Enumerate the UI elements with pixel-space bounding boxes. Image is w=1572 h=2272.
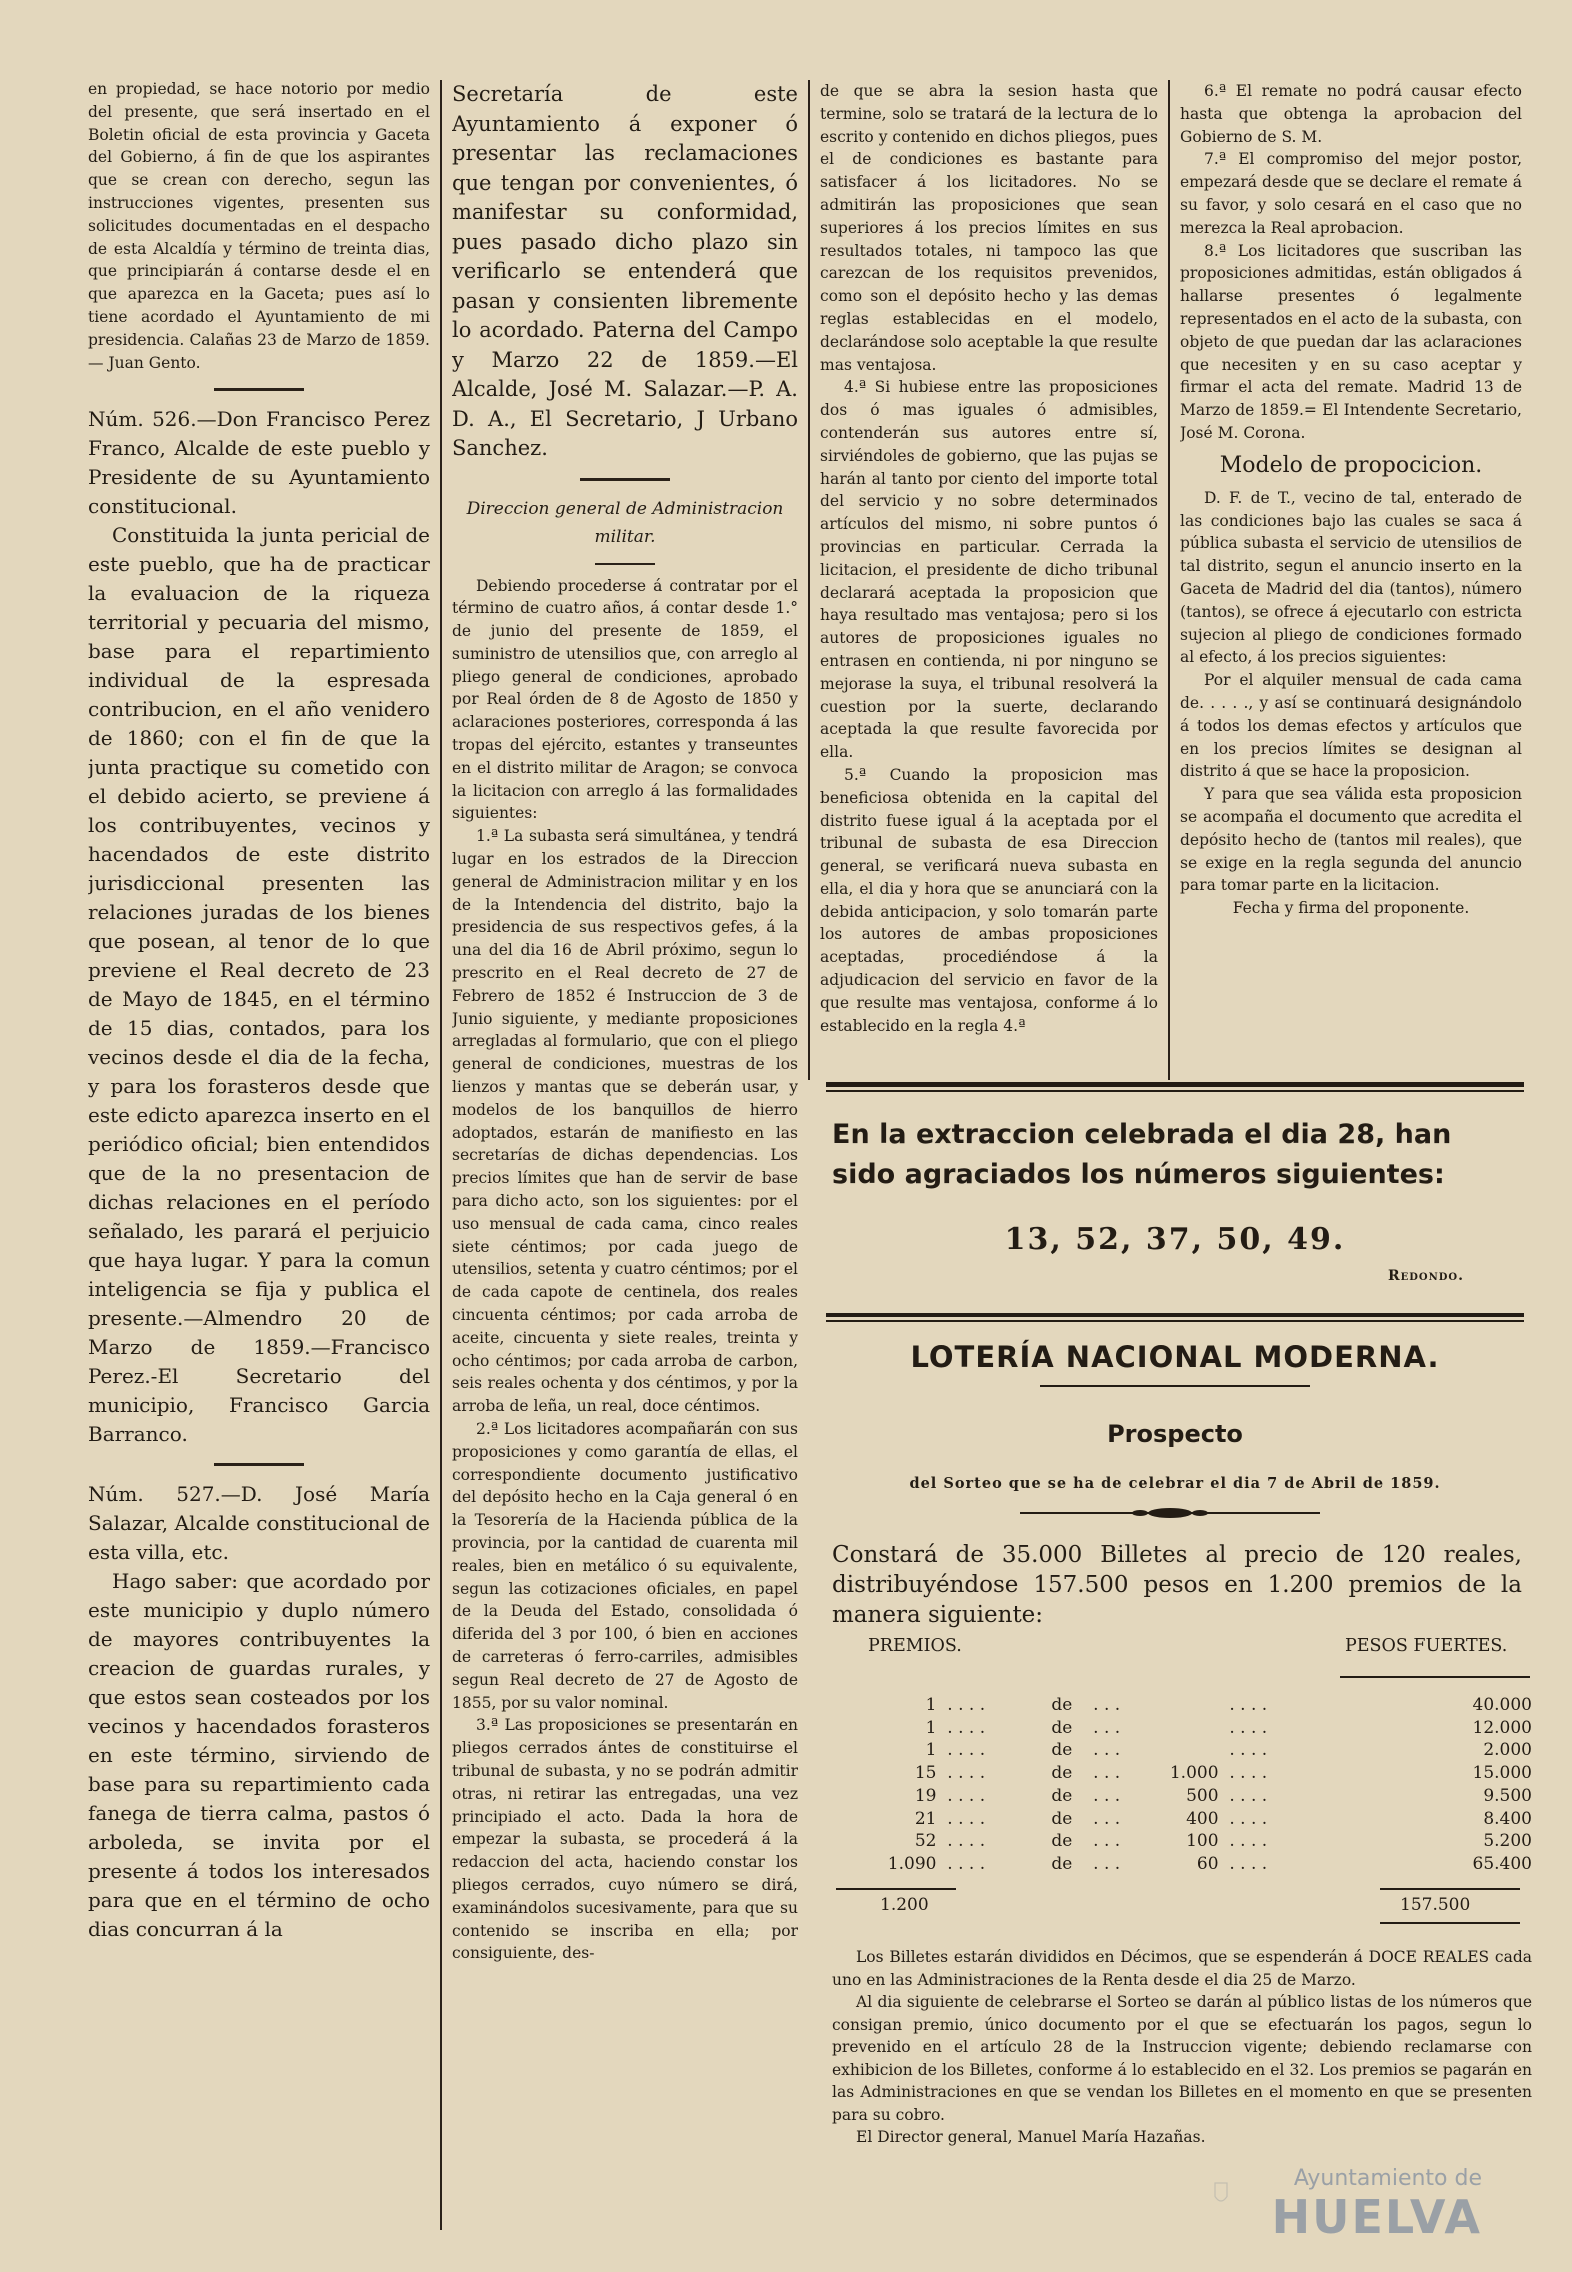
prospectus-subtitle: Prospecto (1107, 1420, 1243, 1448)
column-rule (440, 80, 442, 2230)
dot-leader: . . . (1093, 1785, 1121, 1806)
prize-total: 65.400 (1472, 1853, 1532, 1874)
dot-leader: . . . . (936, 1831, 986, 1852)
rule-6: 6.ª El remate no podrá causar efecto hasta que obtenga la aprobacion del Gobierno de S. M. (1180, 82, 1522, 146)
subasta-intro: Debiendo procederse á contratar por el término de cuatro años, á contar desde 1.° de junio del presente de 1859, el suministro de utensilios que, con arreglo al pliego general de condiciones, aprobado por Real órden de 8 de Agosto de 1850 y aclaraciones posteriores, corresponda á las tropas del ejército, estantes y transeuntes en el distrito militar de Aragon; se convoca la licitacion con arreglo á las formalidades siguientes: (452, 576, 798, 823)
prize-value: 100 (1186, 1831, 1219, 1852)
notice-527-heading: Núm. 527.—D. José María Salazar, Alcalde constitucional de esta villa, etc. (88, 1482, 430, 1565)
ornament-rule (1020, 1506, 1320, 1520)
dot-leader: . . . . (1218, 1763, 1268, 1784)
prize-row (832, 1830, 1532, 1853)
prize-row (832, 1717, 1532, 1740)
dot-leader: . . . . (936, 1853, 986, 1874)
rule-1: 1.ª La subasta será simultánea, y tendrá lugar en los estrados de la Direccion general de Administracion militar y en los de la Intendencia del distrito, bajo la presidencia de sus respectivos gefes, á la una del dia 16 de Abril próximo, segun lo prescrito en el Real decreto de 27 de Febrero de 1852 é Instruccion de 3 de Junio siguiente, y mediante proposiciones arregladas al formulario, que con el pliego general de condiciones, muestras de los lienzos y mantas que se deberán usar, y modelos de los banquillos de hierro adoptados, estarán de manifiesto en las secretarías de dichas dependencias. Los precios límites que han de servir de base para dicho acto, son los siguientes: por el uso mensual de cada cama, cinco reales siete céntimos; por cada juego de utensilios, setenta y cuatro céntimos; por el de cada capote de centinela, dos reales cincuenta céntimos; por cada arroba de aceite, cincuenta y siete reales, treinta y ocho céntimos; por cada arroba de carbon, seis reales ochenta y dos céntimos, y por la arroba de leña, un real, doce céntimos. (452, 827, 798, 1416)
separator-rule (214, 388, 304, 391)
dot-leader: . . . . (936, 1808, 986, 1829)
director-signature: El Director general, Manuel María Hazañas. (856, 2128, 1206, 2146)
model-paragraph-2: Por el alquiler mensual de cada cama de. . . . ., y así se continuará designándolo á todos los demas efectos y artículos que en los precios límites se designan al distrito á que se hace la proposicion. (1180, 671, 1522, 781)
dot-leader: . . . . (936, 1695, 986, 1715)
watermark-subtitle: Ayuntamiento de (1293, 2166, 1482, 2191)
prize-count: 15 (914, 1763, 937, 1784)
notice-527-body: Hago saber: que acordado por este municipio y duplo número de mayores contribuyentes la creacion de guardas rurales, y que estos sean costeados por los vecinos y hacendados forasteros en este término, sirviendo de base para su repartimiento cada fanega de tierra calma, pastos ó arboleda, se invita por el presente á todos los interesados para que en el término de ocho dias concurran á la (88, 1569, 430, 1942)
dot-leader: . . . . (936, 1740, 986, 1761)
prize-total: 12.000 (1472, 1717, 1532, 1738)
model-signature: Fecha y firma del proponente. (1232, 899, 1470, 918)
prize-total: 9.500 (1483, 1785, 1532, 1806)
dot-leader: . . . (1093, 1695, 1121, 1715)
double-rule (826, 1082, 1524, 1087)
rule-3: 3.ª Las proposiciones se presentarán en pliegos cerrados ántes de constituirse el tribunal de subasta, y no se podrán admitir otras, ni retirar las entregadas, una vez principiado el acto. Dada la hora de empezar la subasta, se procederá á la redaccion del acta, haciendo constar los pliegos cerrados, cuyo número se dirá, examinándolos sucesivamente, para que su contenido se inscriba en ella; por consiguiente, des- (452, 1716, 798, 1963)
rule-2: 2.ª Los licitadores acompañarán con sus proposiciones y como garantía de ellas, el correspondiente documento justificativo del depósito hecho en la Caja general ó en la Tesorería de la Hacienda pública de la provincia, por la cantidad de cuarenta mil reales, bien en metálico ó su equivalente, segun las cotizaciones oficiales, en papel de la Deuda del Estado, consolidada ó diferida del 3 por 100, ó bien en acciones de carreteras ó ferro-carriles, admisibles segun Real decreto de 27 de Agosto de 1855, por su valor nominal. (452, 1419, 798, 1712)
double-rule (826, 1313, 1524, 1317)
prize-count: 19 (914, 1785, 937, 1806)
column-4 (1180, 80, 1522, 1080)
dot-leader: . . . (1093, 1853, 1121, 1874)
model-paragraph-3: Y para que sea válida esta proposicion se acompaña el documento que acredita el depósito hecho de (tantos mil reales), que se exige en la regla segunda del anuncio para tomar parte en la licitacion. (1180, 785, 1522, 895)
notice-526-body: Constituida la junta pericial de este pueblo, que ha de practicar la evaluacion de la riqueza territorial y pecuaria del mismo, base para el repartimiento individual de la espresada contribucion, en el año venidero de 1860; con el fin de que la junta practique su cometido con el debido acierto, se previene á los contribuyentes, vecinos y hacendados de este distrito jurisdiccional presenten las relaciones juradas de los bienes que posean, al tenor de lo que previene el Real decreto de 23 de Mayo de 1845, en el término de 15 dias, contados, para los vecinos desde el dia de la fecha, y para los forasteros desde que este edicto aparezca inserto en el periódico oficial; bien entendidos que de la no presentacion de dichas relaciones en el período señalado, les parará el perjuicio que haya lugar. Y para la comun inteligencia se fija y publica el presente.—Almendro 20 de Marzo de 1859.—Francisco Perez.-El Secretario del municipio, Francisco Garcia Barranco. (88, 523, 430, 1447)
totals-rule (1380, 1922, 1520, 1924)
dot-leader: . . . (1093, 1763, 1121, 1784)
dot-leader: . . . . (936, 1763, 986, 1784)
pesos-header: PESOS FUERTES. (1345, 1636, 1508, 1656)
prize-de: de (1051, 1808, 1073, 1829)
dot-leader: . . . . (1218, 1740, 1268, 1761)
double-rule (826, 1320, 1524, 1322)
prize-value: 400 (1186, 1808, 1219, 1829)
extraction-signature: Redondo. (1387, 1268, 1464, 1284)
notice-526-heading: Núm. 526.—Don Francisco Perez Franco, Alcalde de este pueblo y Presidente de su Ayuntamiento constitucional. (88, 407, 430, 519)
dot-leader: . . . (1093, 1831, 1121, 1852)
total-pesos: 157.500 (1400, 1895, 1471, 1915)
note-decimos: Los Billetes estarán divididos en Décimos, que se espenderán á DOCE REALES cada uno en las Administraciones de la Renta desde el dia 25 de Marzo. (832, 1948, 1532, 1989)
dot-leader: . . . . (1218, 1831, 1268, 1852)
prize-total: 5.200 (1483, 1831, 1532, 1852)
rule-8: 8.ª Los licitadores que suscriban las proposiciones admitidas, están obligados á hallarse presentes ó legalmente representados en el acto de la subasta, con objeto de que puedan dar las aclaraciones que necesiten y en su caso aceptar y firmar el acta del remate. Madrid 13 de Marzo de 1859.= El Intendente Secretario, José M. Corona. (1180, 241, 1522, 442)
prize-row (832, 1853, 1532, 1876)
prize-table (832, 1694, 1532, 1876)
lottery-intro: Constará de 35.000 Billetes al precio de 120 reales, distribuyéndose 157.500 pesos en 1.200 premios de la manera siguiente: (832, 1542, 1522, 1628)
extraction-announcement: En la extraccion celebrada el dia 28, han sido agraciados los números siguientes: (832, 1119, 1452, 1190)
prize-value: 500 (1186, 1785, 1219, 1806)
prize-row (832, 1785, 1532, 1808)
separator-rule (214, 1463, 304, 1466)
col1-top-paragraph: en propiedad, se hace notorio por medio del presente, que será insertado en el Boletin oficial de esta provincia y Gaceta del Gobierno, á fin de que los aspirantes que se crean con derecho, segun las instrucciones vigentes, presenten sus solicitudes documentadas en el despacho de esta Alcaldía y término de treinta dias, que principiarán á contarse desde el en que aparezca en la Gaceta; pues así lo tiene acordado el Ayuntamiento de mi presidencia. Calañas 23 de Marzo de 1859.— Juan Gento. (88, 80, 430, 372)
draw-date: del Sorteo que se ha de celebrar el dia 7 de Abril de 1859. (909, 1475, 1441, 1492)
prize-count: 1 (925, 1740, 937, 1761)
column-3 (820, 80, 1158, 1080)
prize-value (1135, 1739, 1219, 1762)
prize-count: 52 (914, 1831, 937, 1852)
dot-leader: . . . (1093, 1717, 1121, 1738)
prize-row (832, 1808, 1532, 1831)
prize-row (832, 1694, 1532, 1717)
prize-value: 60 (1196, 1853, 1219, 1874)
header-rule (1340, 1676, 1530, 1678)
double-rule (826, 1090, 1524, 1092)
prize-count: 21 (914, 1808, 937, 1829)
shield-watermark-icon (1212, 2150, 1272, 2240)
prize-row (832, 1762, 1532, 1785)
rule-7: 7.ª El compromiso del mejor postor, empezará desde que se declare el remate á su favor, y solo cesará en el caso que no merezca la Real aprobacion. (1180, 150, 1522, 237)
model-body: D. F. de T., vecino de tal, enterado de las condiciones bajo las cuales se saca á pública subasta el servicio de utensilios de tal distrito, segun el anuncio inserto en la Gaceta de Madrid del dia (tantos), número (tantos), se ofrece á ejecutarlo con estricta sujecion al pliego de condiciones formado al efecto, á los precios siguientes: (1180, 488, 1522, 667)
prize-value: 1.000 (1169, 1763, 1219, 1784)
rule-5: 5.ª Cuando la proposicion mas beneficiosa obtenida en la capital del distrito fuese igual á la aceptada por el tribunal de subasta de esa Direccion general, se verificará nueva subasta en ella, el dia y hora que se anunciará con la debida anticipacion, y solo tomarán parte los autores de ambas proposiciones aceptadas, procediéndose á la adjudicacion del servicio en favor de la que resulte mas ventajosa, conforme á lo establecido en la regla 4.ª (820, 765, 1158, 1035)
prize-total: 2.000 (1483, 1740, 1532, 1761)
col3-top-paragraph: de que se abra la sesion hasta que termine, solo se tratará de la lectura de lo escrito y contenido en dichos pliegos, pues el de condiciones es bastante para satisfacer á los licitadores. No se admitirán las proposiciones que sean superiores á los precios límites en sus resultados totales, ni tampoco las que carezcan de los requisitos prevenidos, como son el depósito hecho y las demas reglas establecidas en el modelo, declarándose solo aceptable la que resulte mas ventajosa. (820, 82, 1158, 374)
premios-header: PREMIOS. (868, 1636, 962, 1656)
prize-count: 1 (925, 1695, 937, 1715)
column-rule (1168, 80, 1170, 1080)
separator-rule (595, 563, 655, 565)
column-2 (452, 80, 798, 2240)
lottery-title: LOTERÍA NACIONAL MODERNA. (910, 1340, 1440, 1374)
column-rule (808, 80, 810, 1080)
total-premios: 1.200 (880, 1895, 929, 1915)
prize-de: de (1051, 1785, 1073, 1806)
rule-4: 4.ª Si hubiese entre las proposiciones dos ó mas iguales ó admisibles, contenderán sus autores entre sí, sirviéndoles de gobierno, que las pujas se harán al tanto por ciento del importe total del servicio y no sobre determinados artículos del mismo, ni sobre puntos ó provincias en particular. Cerrada la licitacion, el presidente de dicho tribunal declarará aceptada la proposicion que haya resultado mas ventajosa; pero si los autores de proposiciones iguales no entrasen en contienda, ni por ninguno se mejorase la suya, el tribunal resolverá la cuestion por la suerte, declarando aceptada la que resulte favorecida por ella. (820, 378, 1158, 762)
col2-top-paragraph: Secretaría de este Ayuntamiento á exponer ó presentar las reclamaciones que tengan por convenientes, ó manifestar su conformidad, pues pasado dicho plazo sin verificarlo se entenderá que pasan y consienten libremente lo acordado. Paterna del Campo y Marzo 22 de 1859.—El Alcalde, José M. Salazar.—P. A. D. A., El Secretario, J Urbano Sanchez. (452, 82, 798, 460)
dot-leader: . . . . (936, 1785, 986, 1806)
prize-de: de (1051, 1853, 1073, 1874)
lottery-notes (832, 1946, 1532, 2149)
dot-leader: . . . . (1218, 1785, 1268, 1806)
dot-leader: . . . (1093, 1808, 1121, 1829)
dot-leader: . . . (1093, 1740, 1121, 1761)
prize-total: 15.000 (1472, 1763, 1532, 1784)
separator-rule (580, 478, 670, 481)
title-rule (1040, 1385, 1310, 1387)
totals-rule (1380, 1888, 1520, 1890)
column-1 (88, 78, 430, 2238)
dot-leader: . . . . (1218, 1853, 1268, 1874)
dot-leader: . . . . (936, 1717, 986, 1738)
watermark-title: HUELVA (1271, 2190, 1482, 2244)
prize-de: de (1051, 1717, 1073, 1738)
prize-de: de (1051, 1831, 1073, 1852)
prize-row (832, 1739, 1532, 1762)
prize-total: 40.000 (1472, 1695, 1532, 1715)
winning-numbers: 13, 52, 37, 50, 49. (1004, 1222, 1346, 1257)
prize-count: 1.090 (887, 1853, 937, 1874)
note-pagos: Al dia siguiente de celebrarse el Sorteo se darán al público listas de los números que consigan premio, único documento por el que se efectuarán los pagos, segun lo prevenido en el artículo 28 de la Instruccion vigente; debiendo reclamarse con exhibicion de los Billetes, conforme á lo establecido en el 32. Los premios se pagarán en las Administraciones en que se vendan los Billetes en el momento en que se presenten para su cobro. (832, 1993, 1532, 2124)
totals-rule (836, 1888, 956, 1890)
prize-value (1135, 1717, 1219, 1740)
prize-count: 1 (925, 1717, 937, 1738)
section-title-administracion-militar: Direccion general de Administracion militar. (466, 498, 784, 547)
prize-value (1135, 1694, 1219, 1717)
model-title: Modelo de propocicion. (1219, 452, 1483, 478)
dot-leader: . . . . (1218, 1808, 1268, 1829)
dot-leader: . . . . (1218, 1717, 1268, 1738)
prize-de: de (1051, 1740, 1073, 1761)
prize-de: de (1051, 1763, 1073, 1784)
prize-de: de (1051, 1695, 1073, 1715)
prize-total: 8.400 (1483, 1808, 1532, 1829)
dot-leader: . . . . (1218, 1695, 1268, 1715)
